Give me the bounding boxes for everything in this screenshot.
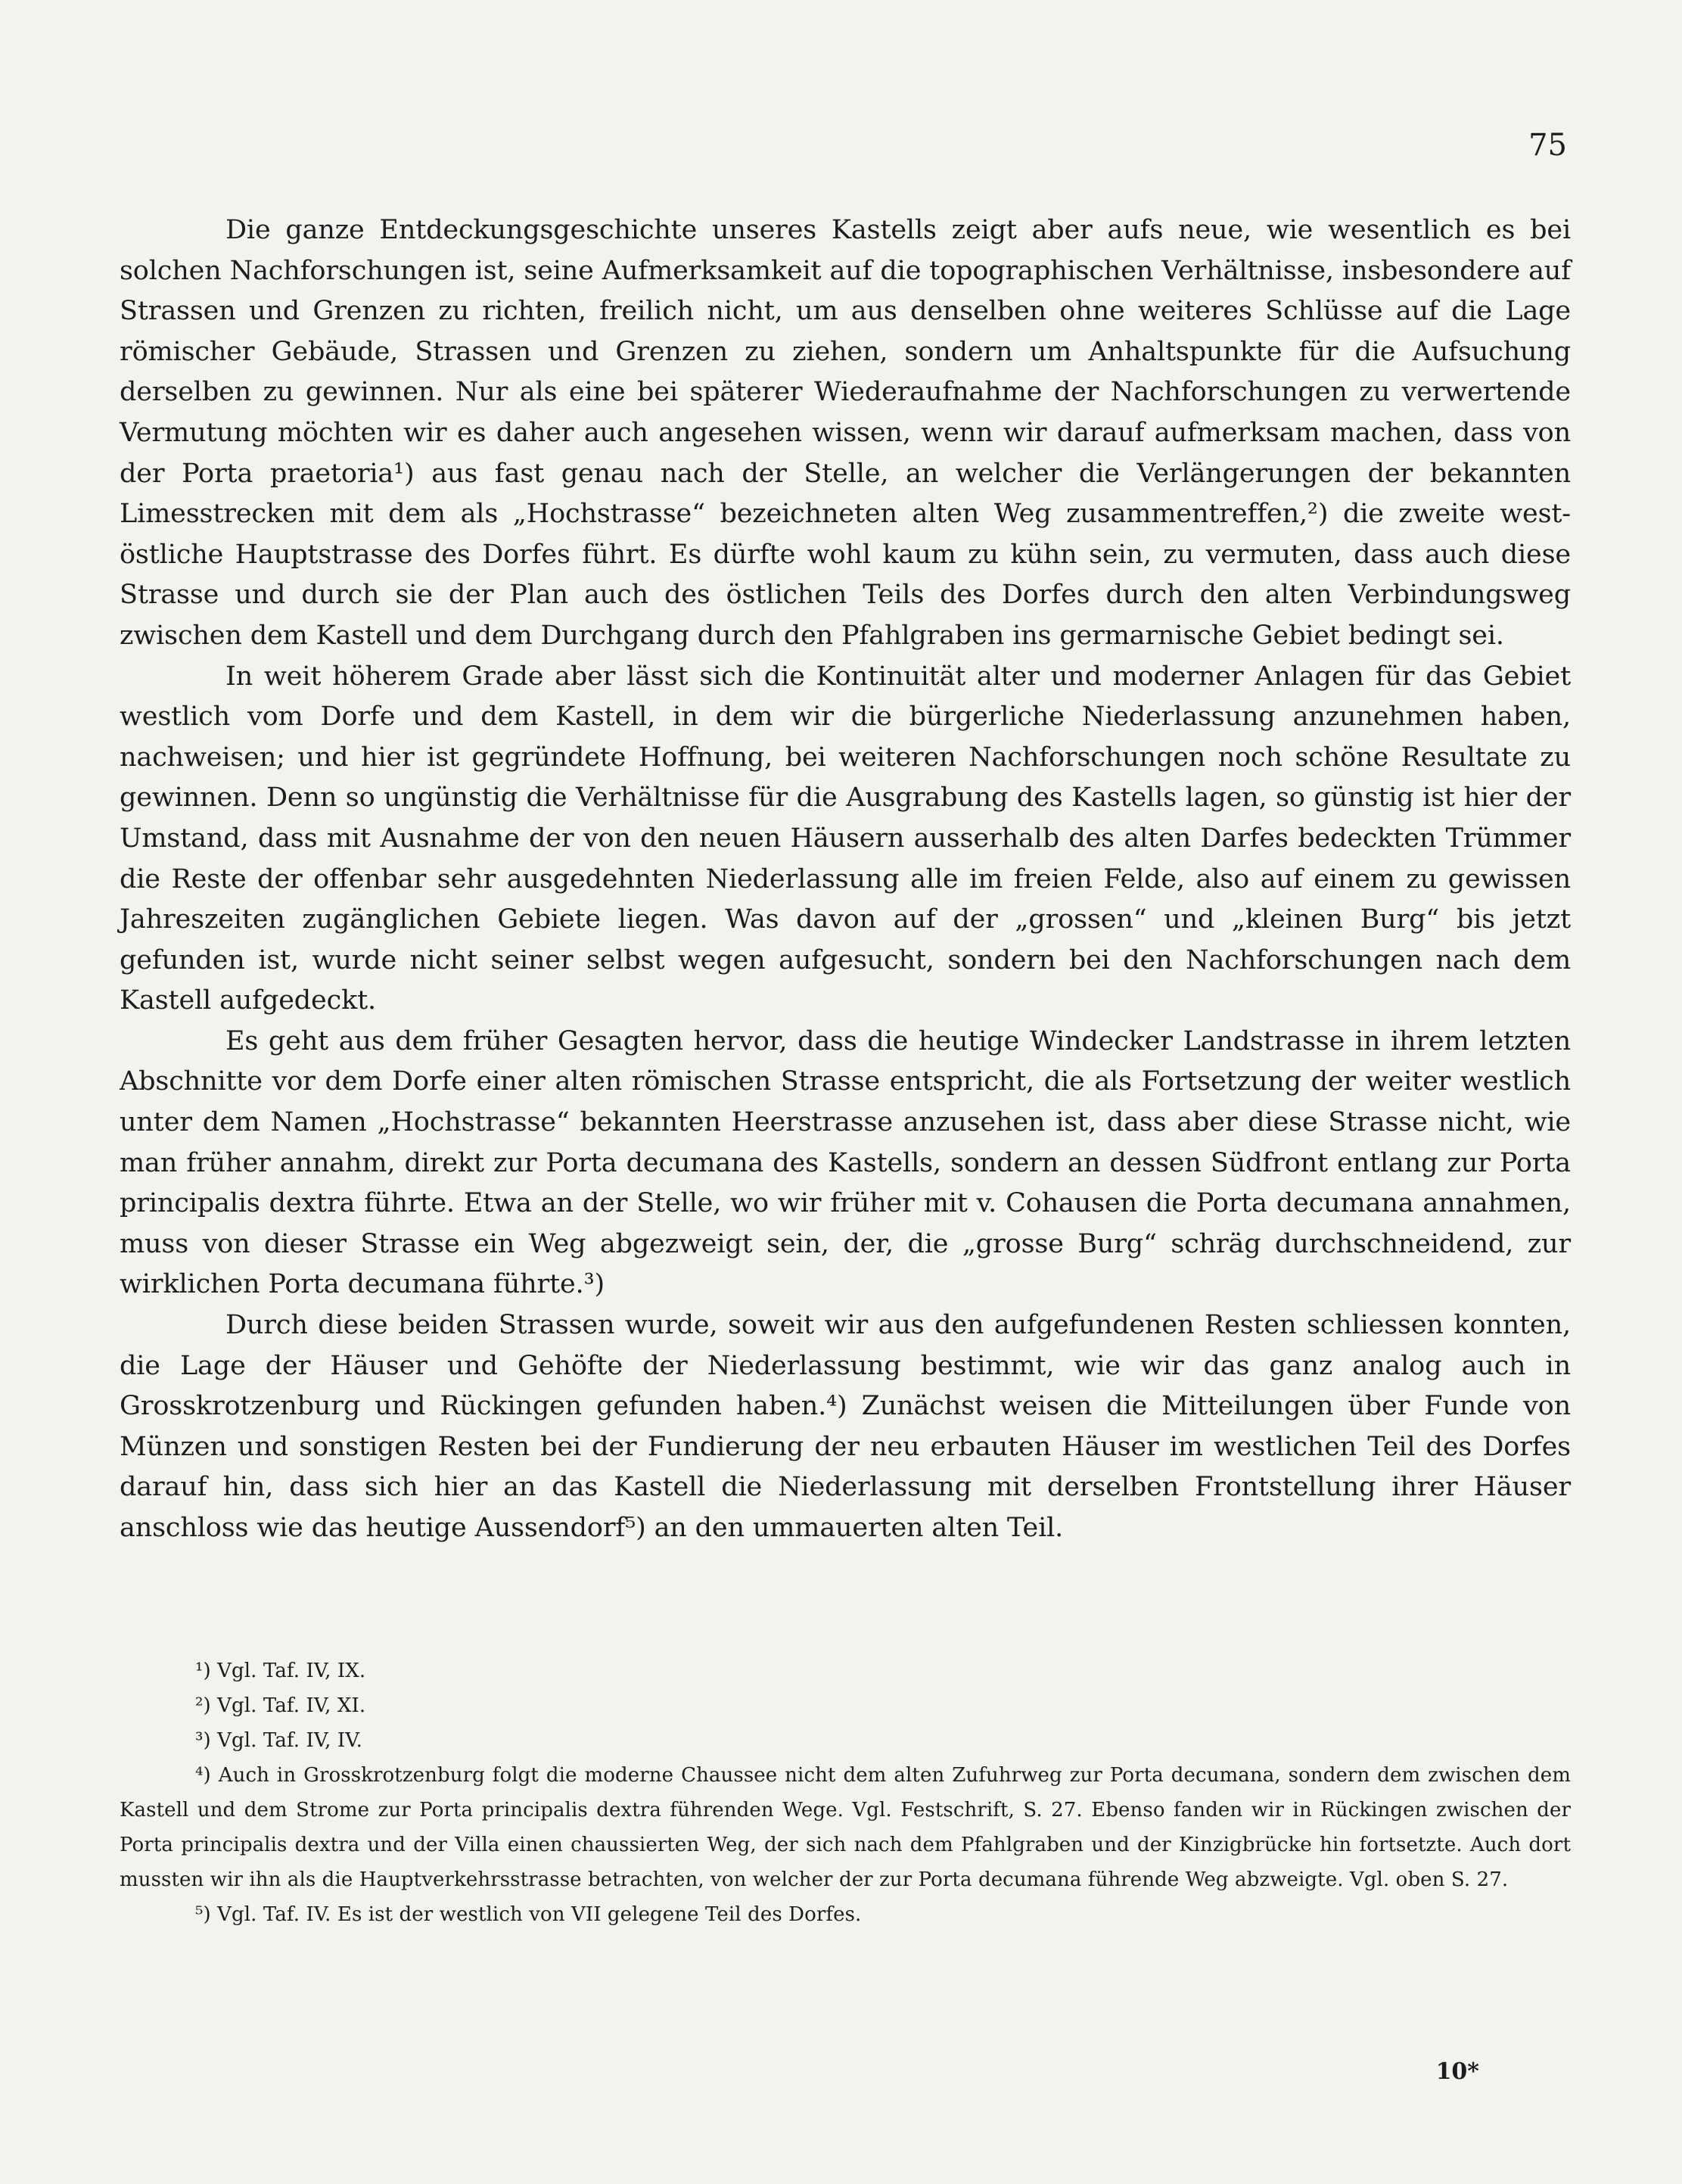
paragraph: Durch diese beiden Strassen wurde, soweit wir aus den aufgefundenen Resten schliessen konnten, die Lage der Häuser und Gehöfte der Niederlassung bestimmt, wie wir das ganz analog auch in Grosskrotzenburg und Rückingen gefunden haben.⁴) Zunächst weisen die Mitteilungen über Funde von Münzen und sonstigen Resten bei der Fundierung der neu erbauten Häuser im westlichen Teil des Dorfes darauf hin, dass sich hier an das Kastell die Niederlassung mit derselben Frontstellung ihrer Häuser anschloss wie das heutige Aussendorf⁵) an den ummauerten alten Teil. [120, 1310, 1571, 1543]
footnote: ²) Vgl. Taf. IV, XI. [195, 1694, 366, 1717]
footnote: ³) Vgl. Taf. IV, IV. [195, 1729, 362, 1752]
footnote: ⁵) Vgl. Taf. IV. Es ist der westlich von VII gelegene Teil des Dorfes. [195, 1903, 862, 1926]
footnote: ⁴) Auch in Grosskrotzenburg folgt die moderne Chaussee nicht dem alten Zufuhrweg zur Porta decumana, sondern dem zwischen dem Kastell und dem Strome zur Porta principalis dextra führenden Wege. Vgl. Festschrift, S. 27. Ebenso fanden wir in Rückingen zwischen der Porta principalis dextra und der Villa einen chaussierten Weg, der sich nach dem Pfahlgraben und der Kinzigbrücke hin fortsetzte. Auch dort mussten wir ihn als die Hauptverkehrsstrasse betrachten, von welcher der zur Porta decumana führende Weg abzweigte. Vgl. oben S. 27. [120, 1764, 1571, 1891]
signature-mark: 10* [1435, 2058, 1479, 2085]
paragraph: Die ganze Entdeckungsgeschichte unseres Kastells zeigt aber aufs neue, wie wesentlich es bei solchen Nachforschungen ist, seine Aufmerksamkeit auf die topographischen Verhältnisse, insbesondere auf Strassen und Grenzen zu richten, freilich nicht, um aus denselben ohne weiteres Schlüsse auf die Lage römischer Gebäude, Strassen und Grenzen zu ziehen, sondern um Anhaltspunkte für die Aufsuchung derselben zu gewinnen. Nur als eine bei späterer Wiederaufnahme der Nachforschungen zu verwertende Vermutung möchten wir es daher auch angesehen wissen, wenn wir darauf aufmerksam machen, dass von der Porta praetoria¹) aus fast genau nach der Stelle, an welcher die Verlängerungen der bekannten Limesstrecken mit dem als „Hochstrasse“ bezeichneten alten Weg zusammentreffen,²) die zweite west-östliche Hauptstrasse des Dorfes führt. Es dürfte wohl kaum zu kühn sein, zu vermuten, dass auch diese Strasse und durch sie der Plan auch des östlichen Teils des Dorfes durch den alten Verbindungsweg zwischen dem Kastell und dem Durchgang durch den Pfahlgraben ins germarnische Gebiet bedingt sei. [120, 215, 1571, 651]
body-text [120, 210, 1571, 1549]
footnotes [120, 1654, 1571, 1932]
paragraph: Es geht aus dem früher Gesagten hervor, dass die heutige Windecker Landstrasse in ihrem letzten Abschnitte vor dem Dorfe einer alten römischen Strasse entspricht, die als Fortsetzung der weiter westlich unter dem Namen „Hochstrasse“ bekannten Heerstrasse anzusehen ist, dass aber diese Strasse nicht, wie man früher annahm, direkt zur Porta decumana des Kastells, sondern an dessen Südfront entlang zur Porta principalis dextra führte. Etwa an der Stelle, wo wir früher mit v. Cohausen die Porta decumana annahmen, muss von dieser Strasse ein Weg abgezweigt sein, der, die „grosse Burg“ schräg durchschneidend, zur wirklichen Porta decumana führte.³) [120, 1025, 1571, 1300]
paragraph: In weit höherem Grade aber lässt sich die Kontinuität alter und moderner Anlagen für das Gebiet westlich vom Dorfe und dem Kastell, in dem wir die bürgerliche Niederlassung anzunehmen haben, nachweisen; und hier ist gegründete Hoffnung, bei weiteren Nachforschungen noch schöne Resultate zu gewinnen. Denn so ungünstig die Verhältnisse für die Ausgrabung des Kastells lagen, so günstig ist hier der Umstand, dass mit Ausnahme der von den neuen Häusern ausserhalb des alten Darfes bedeckten Trümmer die Reste der offenbar sehr ausgedehnten Niederlassung alle im freien Felde, also auf einem zu gewissen Jahreszeiten zugänglichen Gebiete liegen. Was davon auf der „grossen“ und „kleinen Burg“ bis jetzt gefunden ist, wurde nicht seiner selbst wegen aufgesucht, sondern bei den Nachforschungen nach dem Kastell aufgedeckt. [120, 661, 1571, 1016]
footnote: ¹) Vgl. Taf. IV, IX. [195, 1660, 366, 1682]
page-number: 75 [1528, 128, 1567, 163]
